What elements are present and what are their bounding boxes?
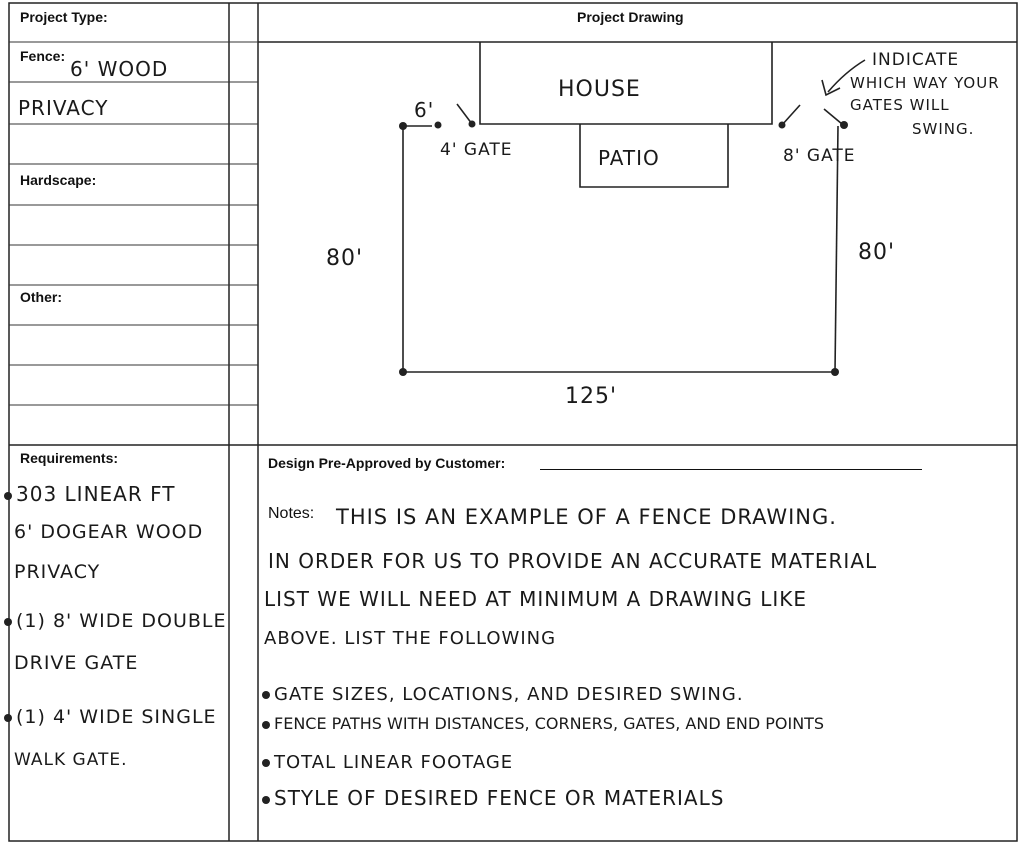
notes-line: ABOVE. LIST THE FOLLOWING — [264, 628, 557, 649]
post — [831, 368, 839, 376]
right-side-dimension: 80' — [858, 240, 896, 265]
requirement-item — [4, 610, 227, 632]
gate-8-label: 8' GATE — [783, 146, 856, 166]
customer-signature-line[interactable] — [540, 469, 922, 470]
bottom-dimension: 125' — [565, 384, 618, 409]
project-type-label: Project Type: — [20, 9, 108, 25]
notes-line: LIST WE WILL NEED AT MINIMUM A DRAWING LIKE — [264, 587, 808, 611]
project-drawing-header: Project Drawing — [577, 9, 684, 25]
note-bullet-text: TOTAL LINEAR FOOTAGE — [274, 752, 514, 773]
requirement-item: DRIVE GATE — [14, 652, 139, 674]
requirement-text: (1) 4' WIDE SINGLE — [16, 706, 217, 728]
post — [840, 121, 848, 129]
post — [435, 122, 442, 129]
notes-line: THIS IS AN EXAMPLE OF A FENCE DRAWING. — [336, 505, 837, 529]
gate-8-swing-right — [824, 109, 842, 124]
note-bullet — [262, 752, 513, 773]
other-label: Other: — [20, 289, 62, 305]
notes-label: Notes: — [268, 505, 315, 522]
requirement-item — [4, 482, 175, 506]
annotation-line-3: GATES WILL — [850, 96, 950, 114]
requirement-item: PRIVACY — [14, 561, 101, 583]
requirement-item — [4, 706, 217, 728]
requirement-text: (1) 8' WIDE DOUBLE — [16, 610, 227, 632]
post — [779, 122, 786, 129]
note-bullet-text: FENCE PATHS WITH DISTANCES, CORNERS, GATES, AND END POINTS — [274, 714, 825, 733]
annotation-line-2: WHICH WAY YOUR — [850, 74, 1000, 92]
post — [399, 368, 407, 376]
notes-line: IN ORDER FOR US TO PROVIDE AN ACCURATE MATERIAL — [268, 549, 878, 573]
house-label: HOUSE — [558, 77, 641, 102]
annotation-line-4: SWING. — [912, 120, 975, 138]
note-bullet-text: GATE SIZES, LOCATIONS, AND DESIRED SWING. — [274, 684, 744, 705]
bullet-dot — [262, 691, 270, 699]
left-short-dimension: 6' — [414, 98, 435, 122]
note-bullet — [262, 684, 744, 705]
note-bullet-text: STYLE OF DESIRED FENCE OR MATERIALS — [274, 786, 725, 810]
requirement-text: 303 LINEAR FT — [16, 482, 176, 506]
requirement-item: 6' DOGEAR WOOD — [14, 521, 204, 543]
requirement-item: WALK GATE. — [14, 750, 128, 770]
patio-label: PATIO — [598, 146, 660, 170]
post — [469, 121, 476, 128]
hardscape-label: Hardscape: — [20, 172, 97, 188]
note-bullet — [262, 714, 824, 733]
bullet-dot — [262, 759, 270, 767]
bullet-dot — [262, 721, 270, 729]
bullet-dot — [4, 492, 12, 500]
fence-value-line2: PRIVACY — [18, 96, 109, 120]
gate-4-swing — [457, 104, 472, 124]
design-preapproved-label: Design Pre-Approved by Customer: — [268, 455, 506, 471]
bullet-dot — [262, 796, 270, 804]
gate-4-label: 4' GATE — [440, 140, 513, 160]
left-side-dimension: 80' — [326, 246, 364, 271]
fence-value-line1: 6' WOOD — [70, 57, 169, 81]
note-bullet — [262, 786, 724, 810]
gate-8-swing-left — [782, 105, 800, 125]
annotation-line-1: INDICATE — [872, 50, 960, 70]
fence-label: Fence: — [20, 48, 66, 64]
bullet-dot — [4, 714, 12, 722]
bullet-dot — [4, 618, 12, 626]
requirements-label: Requirements: — [20, 450, 119, 466]
post — [399, 122, 407, 130]
